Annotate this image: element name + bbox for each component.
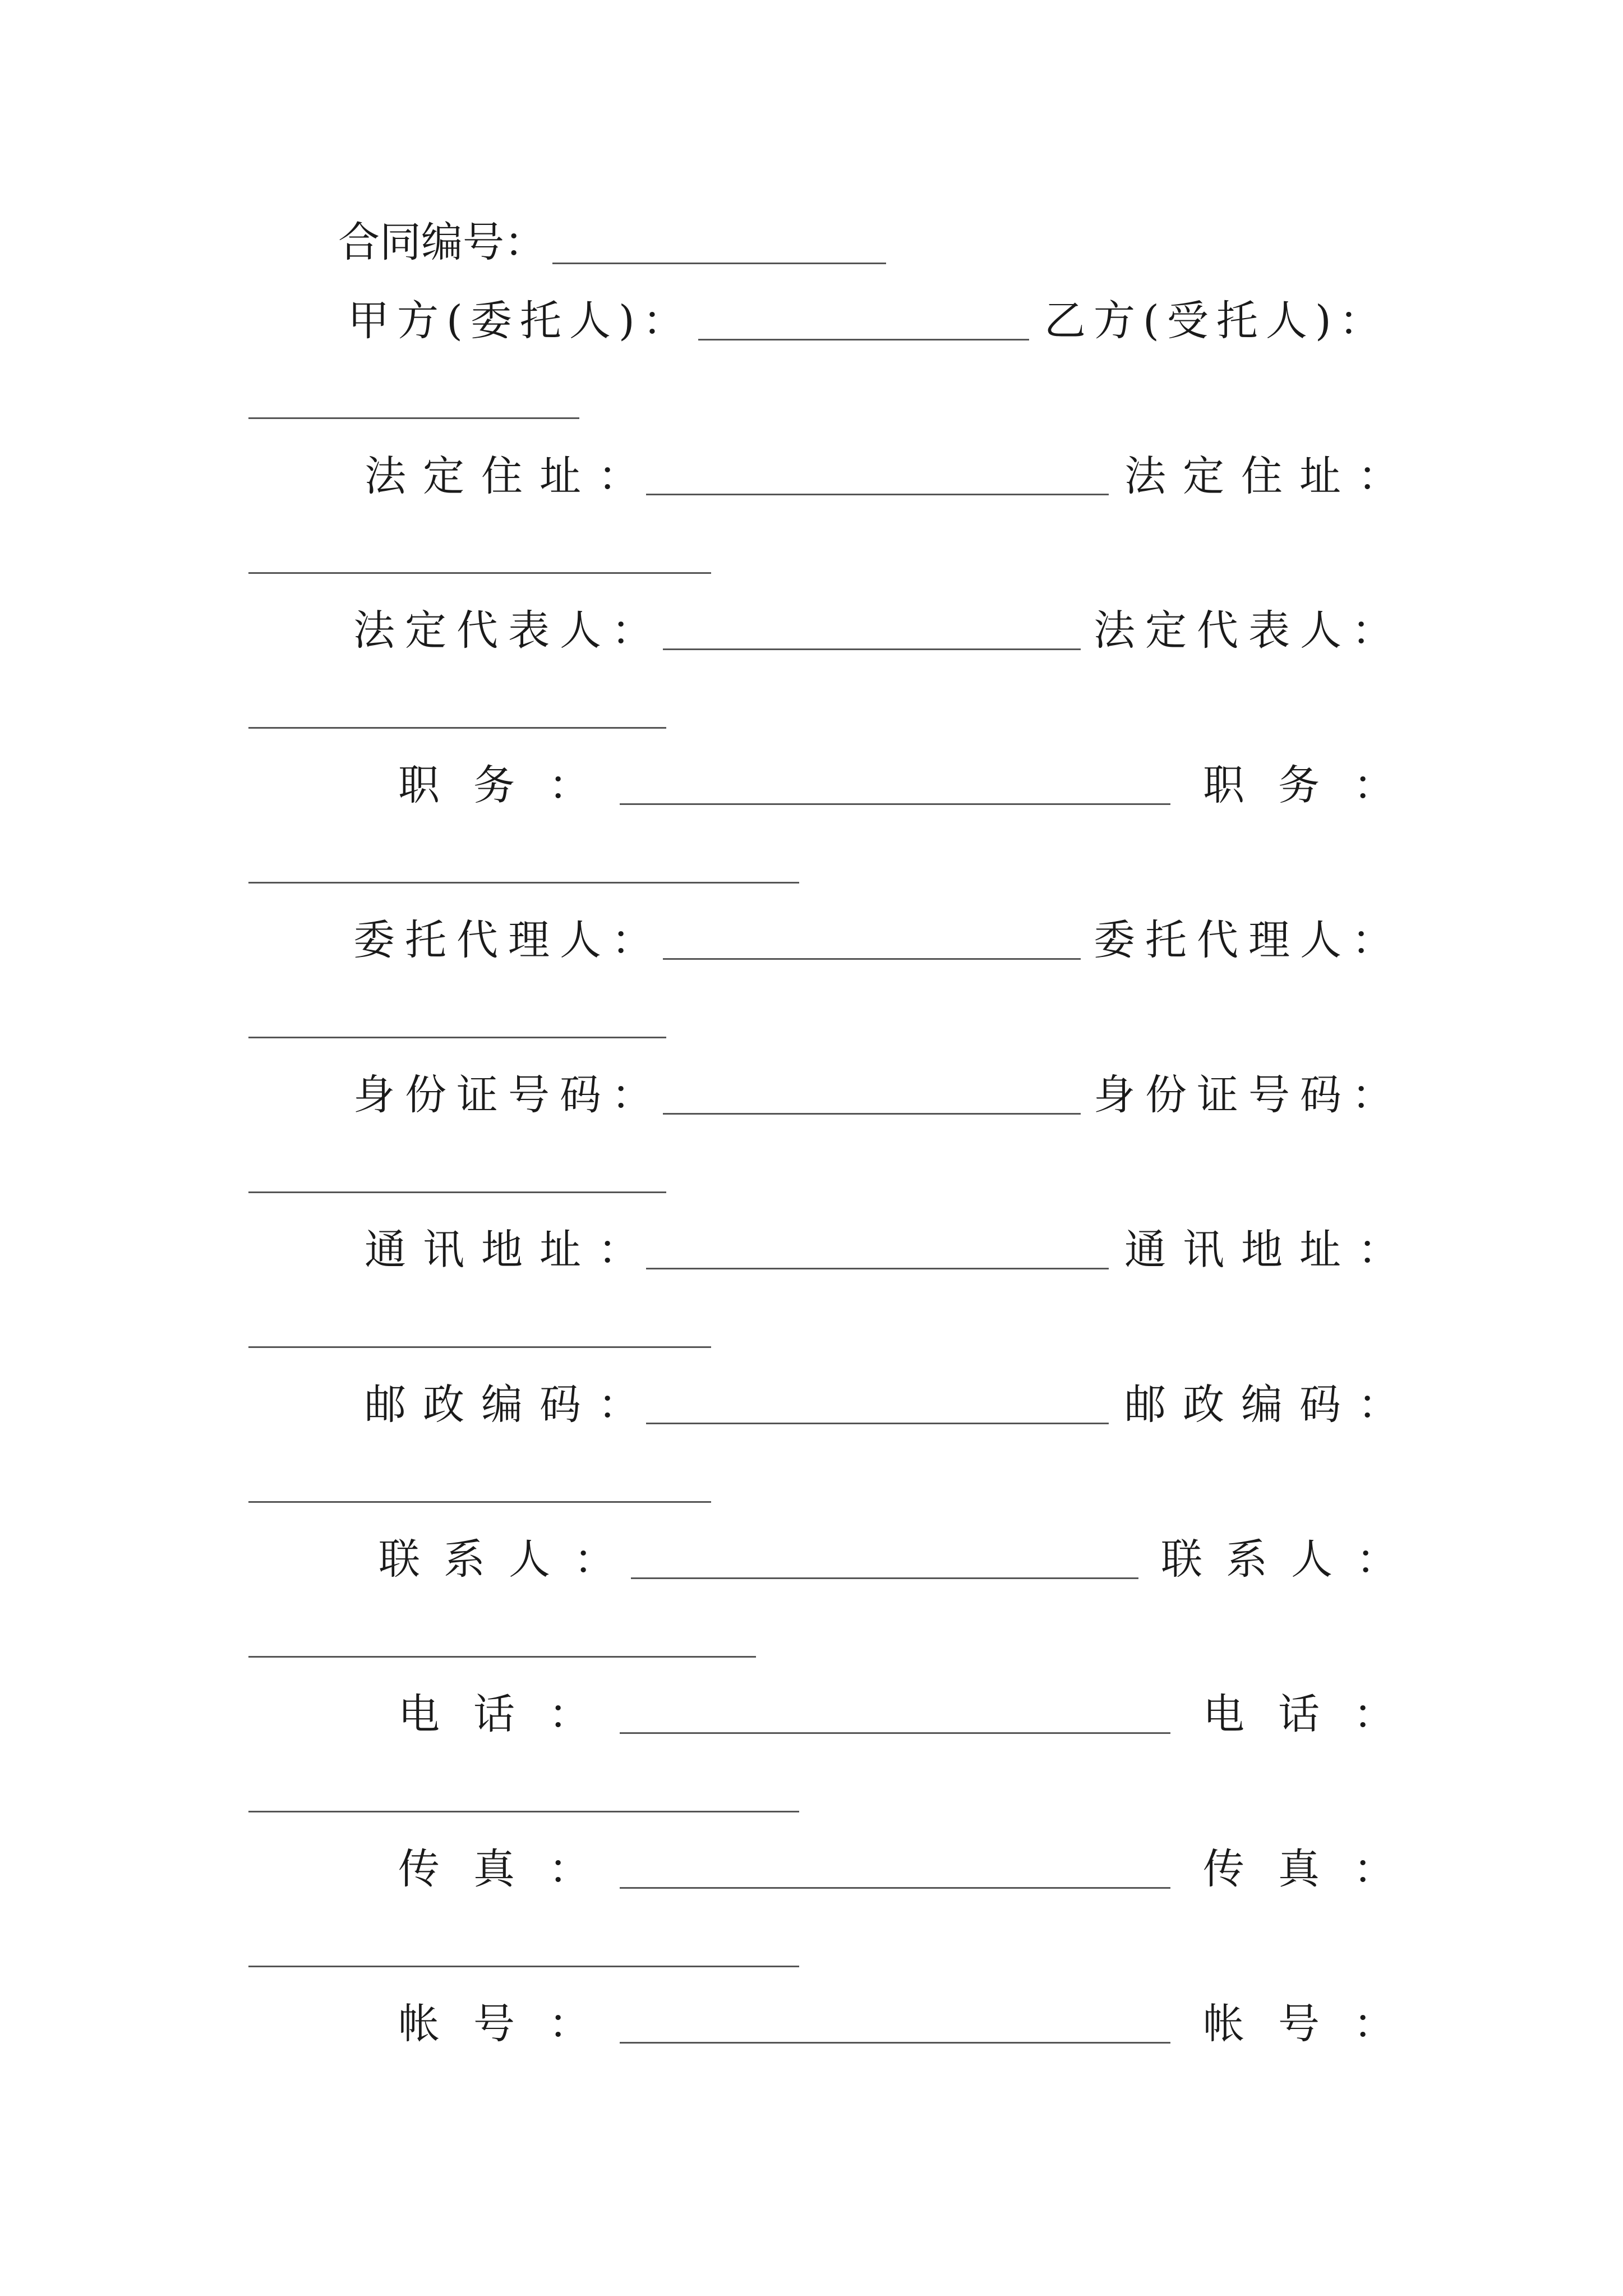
party-a-id-field[interactable] (663, 1113, 1081, 1115)
party-b-phone-field[interactable] (248, 1811, 799, 1812)
party-b-mail-address-field[interactable] (248, 1346, 711, 1348)
party-a-title-label: 甲方(委托人)： (348, 297, 692, 345)
party-a-id-label: 身份证号码： (353, 1071, 663, 1119)
party-b-id-label: 身份证号码： (1094, 1071, 1403, 1119)
party-a-name-field[interactable] (698, 339, 1029, 341)
party-b-rep-label: 法定代表人： (1094, 606, 1403, 655)
party-b-agent-field[interactable] (248, 1037, 666, 1038)
party-b-rep-field[interactable] (248, 727, 666, 729)
party-a-position-field[interactable] (620, 803, 1170, 805)
party-a-rep-field[interactable] (663, 648, 1081, 650)
party-b-postal-label: 邮政编码： (1124, 1381, 1416, 1429)
party-b-address-field[interactable] (248, 572, 711, 574)
party-b-address-label: 法定住址： (1124, 452, 1416, 500)
party-a-postal-field[interactable] (646, 1423, 1109, 1424)
party-a-rep-label: 法定代表人： (353, 606, 663, 655)
party-a-agent-field[interactable] (663, 958, 1081, 960)
party-b-contact-field[interactable] (248, 1656, 756, 1658)
party-b-contact-label: 联系人： (1161, 1535, 1421, 1584)
party-a-mail-address-label: 通讯地址： (365, 1226, 656, 1274)
party-a-contact-label: 联系人： (379, 1535, 639, 1584)
party-a-position-label: 职务： (398, 761, 624, 809)
party-a-address-field[interactable] (646, 494, 1109, 495)
party-b-fax-label: 传真： (1203, 1845, 1428, 1893)
party-b-postal-field[interactable] (248, 1501, 711, 1503)
party-b-id-field[interactable] (248, 1191, 666, 1193)
party-b-position-field[interactable] (248, 882, 799, 884)
party-b-mail-address-label: 通讯地址： (1124, 1226, 1416, 1274)
party-b-name-field[interactable] (248, 417, 579, 419)
party-a-phone-field[interactable] (620, 1732, 1170, 1734)
contract-number-field[interactable] (552, 263, 886, 264)
party-b-phone-label: 电话： (1203, 1690, 1428, 1738)
party-a-agent-label: 委托代理人： (353, 916, 663, 964)
party-b-fax-field[interactable] (248, 1966, 799, 1967)
contract-number-label: 合同编号： (338, 218, 546, 266)
party-a-address-label: 法定住址： (365, 452, 656, 500)
party-a-account-field[interactable] (620, 2042, 1170, 2044)
party-a-fax-field[interactable] (620, 1887, 1170, 1889)
party-b-account-label: 帐号： (1203, 2000, 1428, 2048)
party-a-mail-address-field[interactable] (646, 1268, 1109, 1269)
party-a-phone-label: 电话： (398, 1690, 624, 1738)
party-a-account-label: 帐号： (398, 2000, 624, 2048)
party-a-postal-label: 邮政编码： (365, 1381, 656, 1429)
party-a-contact-field[interactable] (631, 1577, 1138, 1579)
party-b-title-label: 乙方(受托人)： (1044, 297, 1389, 345)
party-b-agent-label: 委托代理人： (1094, 916, 1403, 964)
party-b-position-label: 职务： (1203, 761, 1428, 809)
party-a-fax-label: 传真： (398, 1845, 624, 1893)
